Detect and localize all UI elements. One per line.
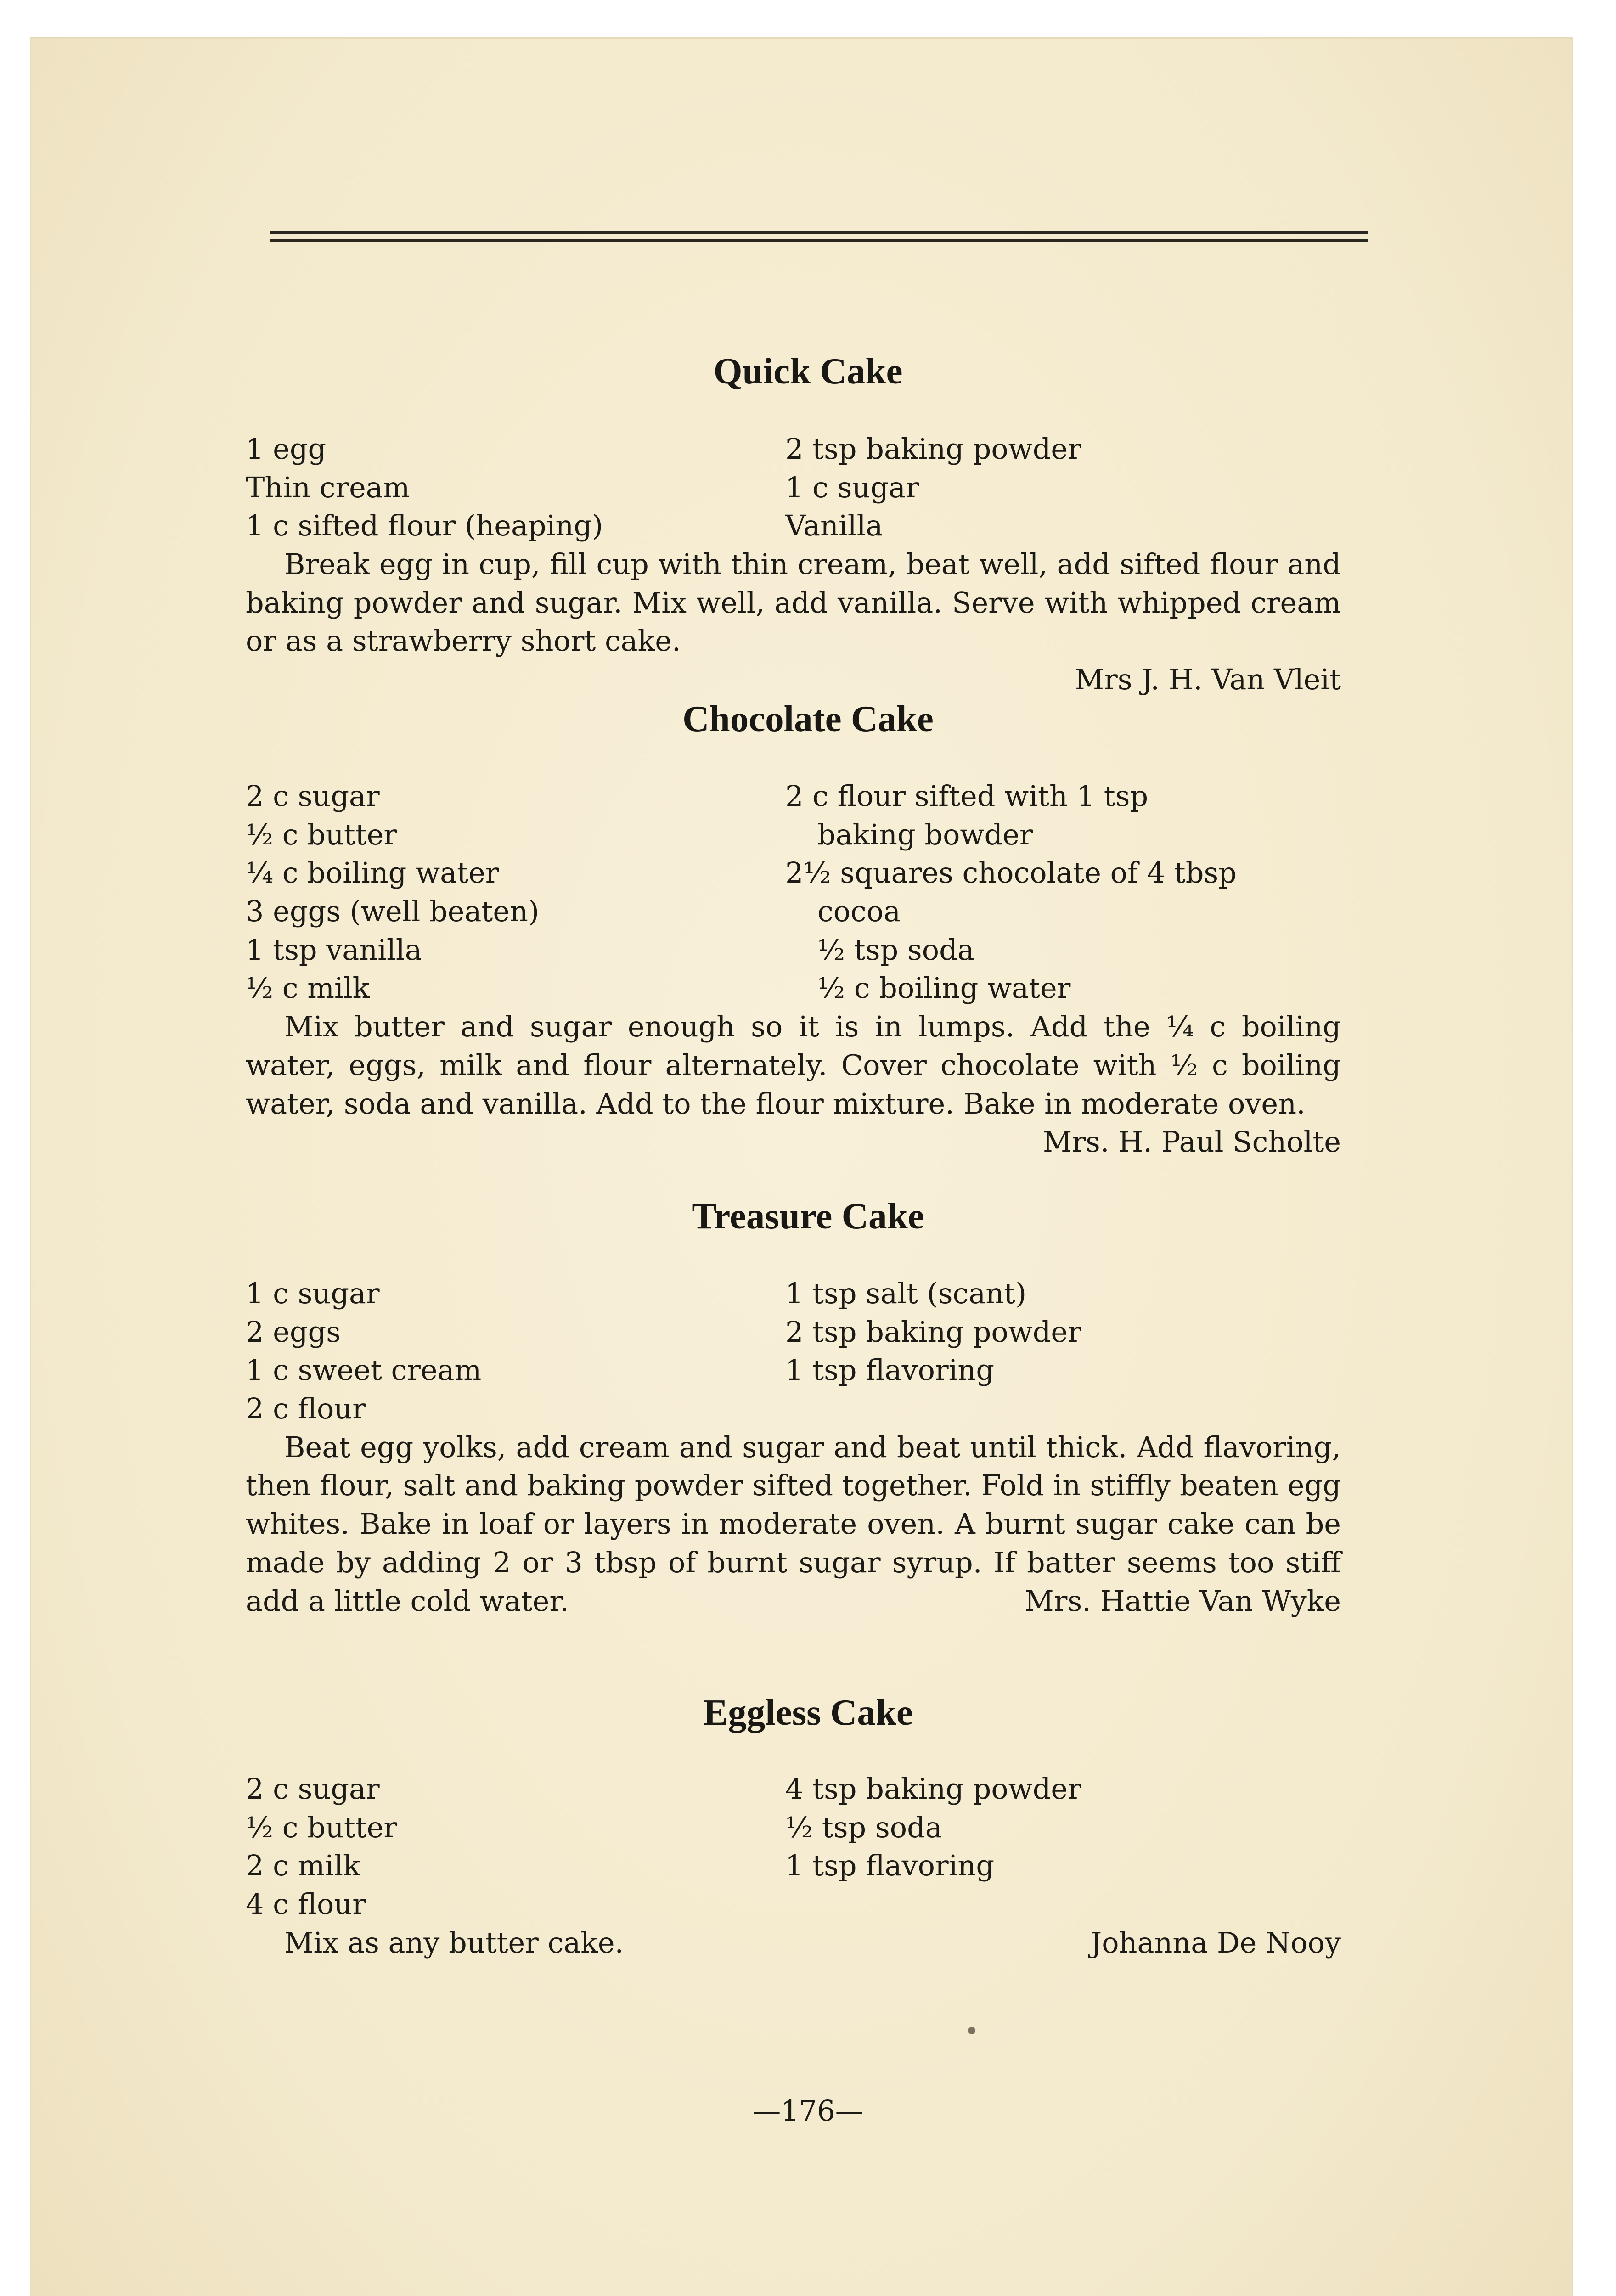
ingredient-item: ½ tsp soda bbox=[817, 933, 974, 967]
ingredient-item: cocoa bbox=[817, 895, 901, 929]
ingredient-item: 1 c sugar bbox=[785, 470, 919, 504]
ingredient-item: 2 tsp baking powder bbox=[785, 432, 1081, 466]
ingredient-item: 1 tsp salt (scant) bbox=[785, 1277, 1027, 1310]
ingredient-item: 3 eggs (well beaten) bbox=[246, 895, 540, 929]
recipe-treasure-cake bbox=[246, 1274, 1341, 1620]
ingredient-item: 2 c flour sifted with 1 tsp bbox=[785, 779, 1149, 813]
ingredient-item: ½ c milk bbox=[246, 971, 370, 1005]
recipe-author: Mrs J. H. Van Vleit bbox=[1075, 663, 1341, 697]
recipe-title-eggless-cake: Eggless Cake bbox=[703, 1692, 913, 1733]
ingredient-item: 2 c flour bbox=[246, 1392, 366, 1426]
recipe-title-chocolate-cake: Chocolate Cake bbox=[682, 698, 934, 739]
ingredient-list bbox=[246, 777, 1341, 1007]
recipe-title-quick-cake: Quick Cake bbox=[713, 350, 903, 392]
page-number: —176— bbox=[752, 2094, 864, 2127]
recipe-title-treasure-cake: Treasure Cake bbox=[692, 1195, 924, 1237]
recipe-instructions: Break egg in cup, fill cup with thin cream, beat well, add sifted flour and baking powder and sugar. Mix well, add vanilla. Serve with whipped cream or as a strawberry short cake. bbox=[246, 547, 1341, 658]
paper-speck bbox=[968, 2027, 975, 2034]
ingredient-item: 2 c milk bbox=[246, 1849, 360, 1883]
ingredient-item: 1 tsp vanilla bbox=[246, 933, 422, 967]
recipe-instructions-text: Beat egg yolks, add cream and sugar and beat until thick. Add flavoring, then flour, salt and baking powder sifted together. Fold in stiffly beaten egg whites. Bake in loaf or layers in moderate oven. A burnt sugar cake can be made by adding 2 or 3 tbsp of burnt sugar syrup. If batter seems too stiff add a little cold water. bbox=[246, 1430, 1341, 1618]
ingredient-item: ½ tsp soda bbox=[785, 1810, 942, 1844]
recipe-author: Johanna De Nooy bbox=[1090, 1925, 1341, 1959]
ingredient-list bbox=[246, 430, 1341, 545]
ingredient-item: ½ c boiling water bbox=[817, 971, 1071, 1005]
ingredient-item: Thin cream bbox=[246, 470, 410, 504]
ingredient-item: 1 tsp flavoring bbox=[785, 1849, 995, 1883]
ingredient-item: 4 tsp baking powder bbox=[785, 1772, 1081, 1806]
ingredient-item: 1 c sweet cream bbox=[246, 1353, 482, 1387]
ingredient-item bbox=[785, 1390, 1341, 1428]
ingredient-item: 2 c sugar bbox=[246, 1772, 380, 1806]
ingredient-item: 1 egg bbox=[246, 432, 327, 466]
recipe-author: Mrs. H. Paul Scholte bbox=[1042, 1125, 1341, 1159]
ingredient-item: 4 c flour bbox=[246, 1887, 366, 1921]
ingredient-item: 1 tsp flavoring bbox=[785, 1353, 995, 1387]
recipe-instructions: Mix as any butter cake. bbox=[284, 1925, 624, 1959]
ingredient-item: 2 tsp baking powder bbox=[785, 1315, 1081, 1349]
recipe-instructions bbox=[246, 1007, 1341, 1159]
ingredient-item bbox=[785, 1885, 1341, 1924]
ingredient-item: ¼ c boiling water bbox=[246, 856, 499, 890]
recipe-instructions bbox=[246, 1428, 1341, 1621]
ingredient-item: 2 c sugar bbox=[246, 779, 380, 813]
ingredient-list bbox=[246, 1274, 1341, 1428]
ingredient-item: 2½ squares chocolate of 4 tbsp bbox=[785, 856, 1237, 890]
ingredient-item: 2 eggs bbox=[246, 1315, 341, 1349]
recipe-instructions-text: Mix butter and sugar enough so it is in lumps. Add the ¼ c boiling water, eggs, milk and flour alternately. Cover chocolate with ½ c boiling water, soda and vanilla. Add to the flour mixture. Bake in moderate oven. bbox=[246, 1010, 1341, 1120]
ingredient-item: baking bowder bbox=[817, 817, 1033, 851]
ingredient-list bbox=[246, 1770, 1341, 1924]
header-rule-bottom bbox=[270, 239, 1368, 242]
recipe-author: Mrs. Hattie Van Wyke bbox=[1025, 1584, 1341, 1618]
header-rule-top bbox=[270, 231, 1368, 234]
recipe-instructions-row bbox=[246, 1924, 1341, 1962]
ingredient-item: Vanilla bbox=[785, 509, 883, 543]
ingredient-item: ½ c butter bbox=[246, 1810, 398, 1844]
recipe-eggless-cake bbox=[246, 1770, 1341, 1962]
ingredient-item: 1 c sifted flour (heaping) bbox=[246, 509, 603, 543]
ingredient-item: 1 c sugar bbox=[246, 1277, 380, 1310]
recipe-chocolate-cake bbox=[246, 777, 1341, 1161]
ingredient-item: ½ c butter bbox=[246, 817, 398, 851]
recipe-quick-cake bbox=[246, 430, 1341, 699]
